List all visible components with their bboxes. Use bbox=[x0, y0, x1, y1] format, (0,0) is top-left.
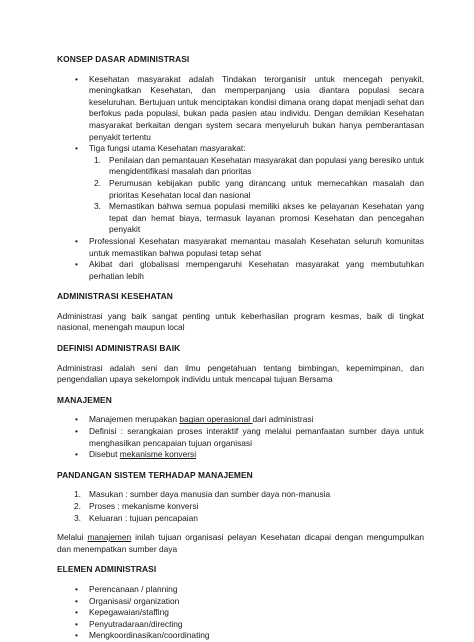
list-item: • Perencanaan / planning bbox=[75, 583, 178, 594]
numbered-item: 3. Keluaran : tujuan pencapaian bbox=[74, 512, 198, 523]
bullet-icon: • bbox=[75, 426, 78, 437]
section-title-pandangan: PANDANGAN SISTEM TERHADAP MANAJEMEN bbox=[57, 469, 253, 480]
list-item: • Kesehatan masyarakat adalah Tindakan terorganisir untuk mencegah penyakit, meningkatkan Kesehatan, dan memperpanjang usia diantara populasi secara keseluruhan. Bertujuan untuk menciptakan kondisi dimana orang dapat menjadi sehat dan berfokus pada populasi, bukan pada pasien atau individu. Dengan demikian Kesehatan masyarakat berkaitan dengan system secara menyeluruh bukan hanya pemberantasan penyakit tertentu bbox=[75, 73, 424, 142]
bullet-icon: • bbox=[75, 630, 78, 641]
bullet-icon: • bbox=[75, 449, 78, 460]
list-item: • Kepegawaian/staffing bbox=[75, 607, 169, 618]
bullet-icon: • bbox=[75, 607, 78, 618]
bullet-icon: • bbox=[75, 235, 78, 246]
paragraph-melalui: Melalui manajemen inilah tujuan organisasi pelayan Kesehatan dicapai dengan mengumpulkan dan menempatkan sumber daya bbox=[57, 532, 425, 554]
list-item: • Manajemen merupakan bagian operasional dari administrasi bbox=[75, 414, 314, 425]
bullet-icon: • bbox=[75, 259, 78, 270]
list-item: • Penyutradaraan/directing bbox=[75, 618, 183, 629]
list-item: • Disebut mekanisme konversi bbox=[75, 449, 197, 460]
section-title-elemen: ELEMEN ADMINISTRASI bbox=[57, 564, 157, 575]
list-item: • Definisi : serangkaian proses interaktif yang melalui pemanfaatan sumber daya untuk menghasilkan pencapaian tujuan organisasi bbox=[75, 426, 424, 448]
list-item: • Tiga fungsi utama Kesehatan masyarakat: bbox=[75, 143, 246, 154]
section-title-definisi: DEFINISI ADMINISTRASI BAIK bbox=[57, 343, 181, 354]
bullet-icon: • bbox=[75, 583, 78, 594]
list-item: • Mengkoordinasikan/coordinating bbox=[75, 630, 210, 641]
konsep-list bbox=[57, 74, 424, 155]
numbered-item: 1. Masukan : sumber daya manusia dan sumber daya non-manusia bbox=[74, 489, 331, 500]
pandangan-list bbox=[57, 489, 424, 524]
paragraph-adm-kes: Administrasi yang baik sangat penting untuk keberhasilan program kesmas, baik di tingkat nasional, menengah maupun local bbox=[57, 310, 424, 333]
paragraph-definisi: Administrasi adalah seni dan ilmu pengetahuan tentang bimbingan, kepemimpinan, dan pengendalian upaya sekelompok individu untuk mencapai tujuan Bersama bbox=[57, 362, 424, 385]
bullet-icon: • bbox=[75, 143, 78, 154]
numbered-item: 1. Penilaian dan pemantauan Kesehatan masyarakat dan populasi yang beresiko untuk mengidentifikasi masalah dan prioritas bbox=[94, 154, 424, 177]
manajemen-list bbox=[57, 414, 424, 460]
fungsi-list bbox=[57, 155, 424, 236]
bullet-icon: • bbox=[75, 73, 78, 84]
section-title-manajemen: MANAJEMEN bbox=[57, 394, 112, 405]
bullet-icon: • bbox=[75, 414, 78, 425]
konsep-list-continued bbox=[57, 236, 424, 282]
list-item: • Professional Kesehatan masyarakat memantau masalah Kesehatan seluruh komunitas untuk memastikan bahwa populasi tetap sehat bbox=[75, 235, 424, 258]
section-title-konsep: KONSEP DASAR ADMINISTRASI bbox=[57, 54, 190, 64]
numbered-item: 3. Memastikan bahwa semua populasi memiliki akses ke pelayanan Kesehatan yang tepat dan hemat biaya, termasuk layanan promosi Kesehatan dan pencegahan penyakit bbox=[94, 201, 424, 235]
bullet-icon: • bbox=[75, 595, 78, 606]
section-title-adm-kes: ADMINISTRASI KESEHATAN bbox=[57, 291, 173, 302]
numbered-item: 2. Proses : mekanisme konversi bbox=[74, 501, 199, 511]
list-item: • Akibat dari globalisasi mempengaruhi Kesehatan masyarakat yang membutuhkan perhatian lebih bbox=[75, 259, 424, 281]
numbered-item: 2. Perumusan kebijakan public yang dirancang untuk memecahkan masalah dan prioritas Kesehatan local dan nasional bbox=[94, 177, 424, 200]
elemen-list bbox=[57, 584, 424, 642]
bullet-icon: • bbox=[75, 618, 78, 629]
list-item: • Organisasi/ organization bbox=[75, 595, 180, 606]
